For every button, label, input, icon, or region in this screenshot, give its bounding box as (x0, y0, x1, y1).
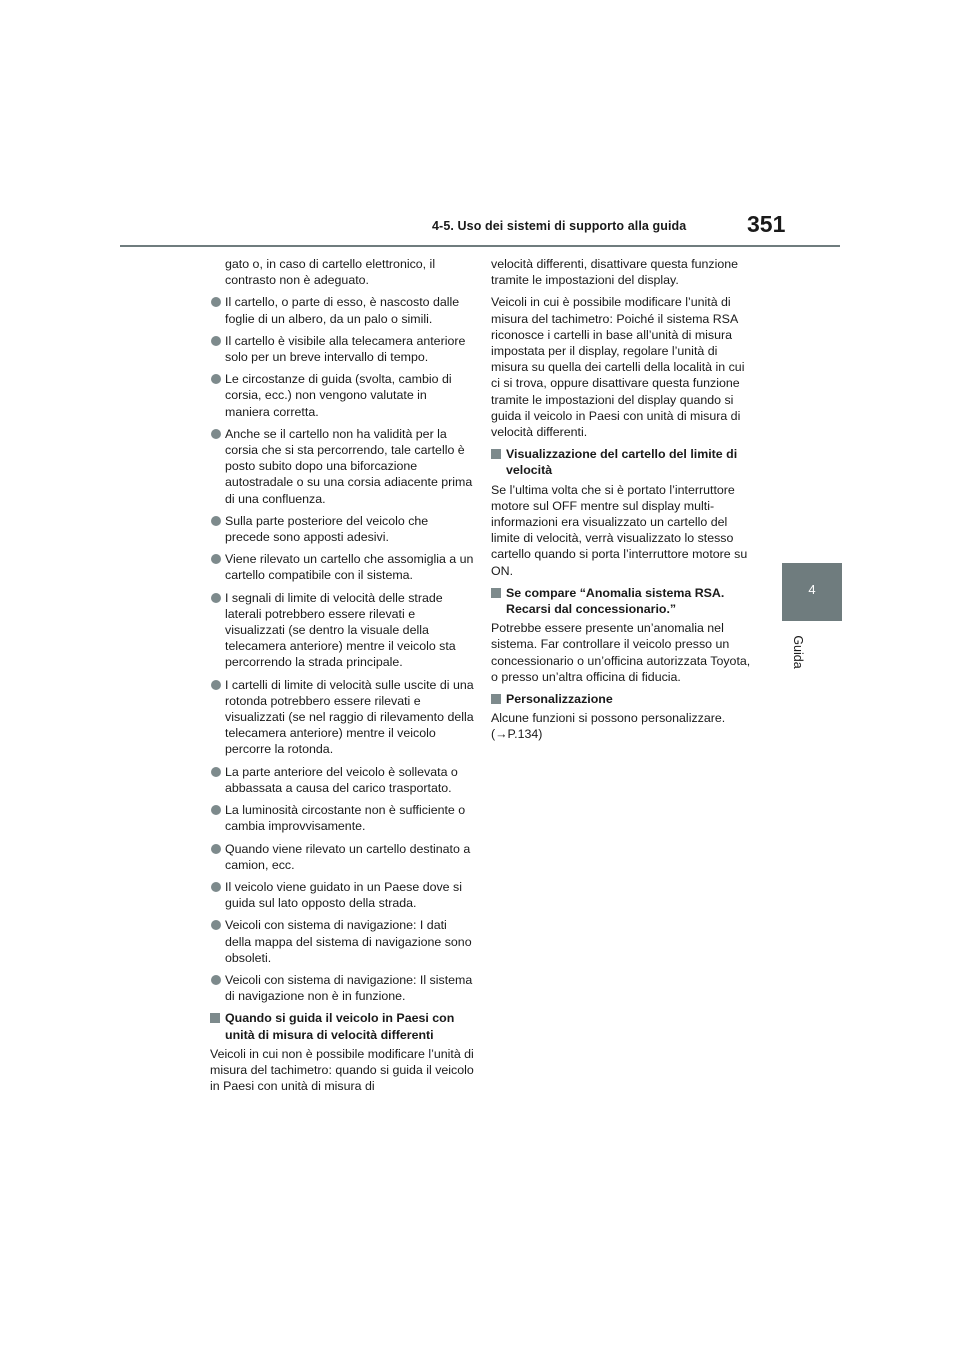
section-heading (210, 1010, 475, 1042)
square-bullet-icon (210, 1013, 220, 1023)
chapter-number: 4 (808, 582, 816, 597)
page-number: 351 (747, 211, 786, 237)
bullet-item (210, 426, 475, 507)
bullet-dot-icon (211, 593, 221, 603)
bullet-dot-icon (211, 336, 221, 346)
page-reference-link[interactable]: (→P.134) (491, 727, 543, 742)
heading-text: Personalizzazione (506, 692, 613, 707)
body-paragraph: Veicoli in cui non è possibile modificare l’unità di misura del tachimetro: quando si guida il veicolo in Paesi con unità di misura di (210, 1046, 474, 1094)
bullet-text: Il cartello è visibile alla telecamera anteriore solo per un breve intervallo di tempo. (225, 333, 466, 365)
bullet-item (210, 841, 475, 873)
bullet-text: Il cartello, o parte di esso, è nascosto dalle foglie di un albero, da un palo o simili. (225, 295, 460, 326)
bullet-item (210, 972, 475, 1004)
bullet-item (210, 677, 475, 758)
paragraph-text: Alcune funzioni si possono personalizzare. (491, 711, 726, 726)
bullet-dot-icon (211, 975, 221, 985)
bullet-dot-icon (211, 680, 221, 690)
bullet-text: I cartelli di limite di velocità sulle uscite di una rotonda potrebbero essere rilevati e visualizzati (se nel raggio di rilevamento della telecamera anteriore) mentre il veicolo percorre la rotonda. (225, 677, 474, 757)
bullet-dot-icon (211, 805, 221, 815)
bullet-dot-icon (211, 844, 221, 854)
bullet-text: Sulla parte posteriore del veicolo che precede sono apposti adesivi. (225, 513, 429, 545)
heading-text: Visualizzazione del cartello del limite di velocità (506, 447, 738, 478)
header-divider (120, 245, 840, 247)
bullet-dot-icon (211, 516, 221, 526)
bullet-item (210, 879, 475, 911)
bullet-text: Il veicolo viene guidato in un Paese dove si guida sul lato opposto della strada. (225, 879, 462, 911)
heading-text: Quando si guida il veicolo in Paesi con unità di misura di velocità differenti (225, 1011, 455, 1042)
bullet-text: La parte anteriore del veicolo è sollevata o abbassata a causa del carico trasportato. (225, 764, 458, 795)
section-heading (491, 446, 751, 478)
square-bullet-icon (491, 694, 501, 704)
bullet-dot-icon (211, 920, 221, 930)
chapter-label-container (779, 628, 819, 676)
right-column (491, 256, 751, 749)
bullet-dot-icon (211, 882, 221, 892)
bullet-dot-icon (211, 554, 221, 564)
bullet-dot-icon (211, 429, 221, 439)
bullet-text: Quando viene rilevato un cartello destinato a camion, ecc. (225, 841, 471, 872)
chapter-tab[interactable] (782, 563, 842, 621)
chapter-label: Guida (791, 635, 805, 669)
section-title: 4-5. Uso dei sistemi di supporto alla guida (432, 219, 687, 233)
bullet-item (210, 333, 475, 365)
bullet-text: Veicoli con sistema di navigazione: I dati della mappa del sistema di navigazione sono obsoleti. (225, 918, 472, 965)
bullet-item (210, 294, 475, 326)
body-paragraph: Potrebbe essere presente un’anomalia nel sistema. Far controllare il veicolo presso un concessionario o un’officina autorizzata Toyota, o presso un’altra officina di fiducia. (491, 621, 751, 684)
bullet-item (210, 590, 475, 671)
bullet-dot-icon (211, 374, 221, 384)
body-paragraph: Veicoli in cui è possibile modificare l’unità di misura del tachimetro: Poiché il sistema RSA riconosce i cartelli in base all’unità di misura impostata per il display, regolare l’unità di misura su quella dei cartelli della località in cui ci si trova, oppure disattivare questa funzione tramite le impostazioni del display quando si guida il veicolo in Paesi con unità di misura di velocità differenti. (491, 295, 745, 440)
bullet-text: Anche se il cartello non ha validità per la corsia che si sta percorrendo, tale cartello è posto subito dopo una biforcazione autostradale o su una corsia adiacente prima di una confluenza. (225, 426, 473, 506)
section-heading (491, 585, 751, 617)
section-heading (491, 691, 751, 707)
bullet-item (210, 764, 475, 796)
body-paragraph: Se l’ultima volta che si è portato l’interruttore motore sul OFF mentre sul display multi-informazioni era visualizzato un cartello del limite di velocità, verrà visualizzato lo stesso cartello quando si porta l’interruttore motore su ON. (491, 482, 748, 578)
square-bullet-icon (491, 449, 501, 459)
bullet-item (210, 917, 475, 966)
left-column (210, 256, 475, 1100)
bullet-dot-icon (211, 297, 221, 307)
bullet-item (210, 371, 475, 420)
bullet-item (210, 513, 475, 545)
bullet-text: Viene rilevato un cartello che assomiglia a un cartello compatibile con il sistema. (225, 552, 474, 583)
bullet-item (210, 551, 475, 583)
body-paragraph (491, 710, 751, 742)
continuation-text: gato o, in caso di cartello elettronico, il contrasto non è adeguato. (225, 257, 436, 288)
bullet-dot-icon (211, 767, 221, 777)
square-bullet-icon (491, 588, 501, 598)
bullet-text: Veicoli con sistema di navigazione: Il sistema di navigazione non è in funzione. (225, 972, 473, 1004)
bullet-text: I segnali di limite di velocità delle strade laterali potrebbero essere rilevati e visualizzati (se dentro la visuale della telecamera anteriore) mentre il veicolo sta percorrendo la strada principale. (225, 590, 456, 670)
bullet-item (210, 802, 475, 834)
body-paragraph: velocità differenti, disattivare questa funzione tramite le impostazioni del display. (491, 257, 739, 288)
bullet-text: Le circostanze di guida (svolta, cambio di corsia, ecc.) non vengono valutate in maniera corretta. (225, 372, 452, 419)
heading-text: Se compare “Anomalia sistema RSA. Recarsi dal concessionario.” (506, 585, 725, 617)
bullet-text: La luminosità circostante non è sufficiente o cambia improvvisamente. (225, 803, 466, 834)
